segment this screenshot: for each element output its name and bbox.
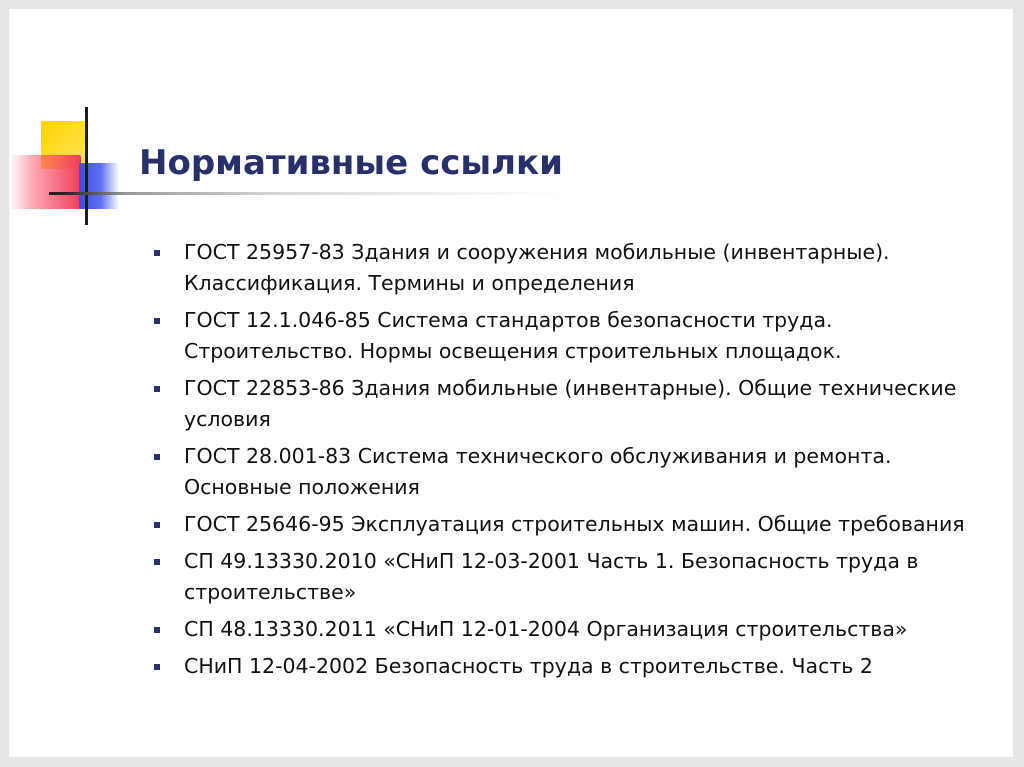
list-item-text: СП 48.13330.2011 «СНиП 12-01-2004 Организация строительства»	[184, 617, 908, 641]
list-item	[141, 373, 1001, 435]
bullet-icon	[154, 250, 160, 256]
list-item	[141, 614, 1001, 645]
list-item	[141, 441, 1001, 503]
list-item-text: ГОСТ 22853-86 Здания мобильные (инвентарные). Общие технические условия	[184, 376, 957, 431]
list-item	[141, 546, 1001, 608]
list-item	[141, 651, 1001, 682]
list-item-text: СНиП 12-04-2002 Безопасность труда в строительстве. Часть 2	[184, 654, 873, 678]
bullet-icon	[154, 386, 160, 392]
list-item-text: ГОСТ 25646-95 Эксплуатация строительных машин. Общие требования	[184, 512, 965, 536]
bullet-icon	[154, 454, 160, 460]
vertical-line-decoration	[85, 107, 88, 225]
list-item-text: ГОСТ 12.1.046-85 Система стандартов безопасности труда. Строительство. Нормы освещения строительных площадок.	[184, 308, 842, 363]
bullet-icon	[154, 664, 160, 670]
red-square-decoration	[9, 155, 81, 209]
bullet-icon	[154, 318, 160, 324]
reference-list	[141, 237, 1001, 688]
bullet-icon	[154, 559, 160, 565]
list-item-text: ГОСТ 28.001-83 Система технического обслуживания и ремонта. Основные положения	[184, 444, 892, 499]
title-underline	[49, 192, 569, 195]
list-item-text: СП 49.13330.2010 «СНиП 12-03-2001 Часть 1. Безопасность труда в строительстве»	[184, 549, 919, 604]
list-item-text: ГОСТ 25957-83 Здания и сооружения мобильные (инвентарные). Классификация. Термины и определения	[184, 240, 890, 295]
list-item	[141, 305, 1001, 367]
slide-title: Нормативные ссылки	[139, 143, 563, 183]
list-item	[141, 509, 1001, 540]
list-item	[141, 237, 1001, 299]
bullet-icon	[154, 627, 160, 633]
bullet-icon	[154, 522, 160, 528]
slide	[9, 9, 1013, 757]
